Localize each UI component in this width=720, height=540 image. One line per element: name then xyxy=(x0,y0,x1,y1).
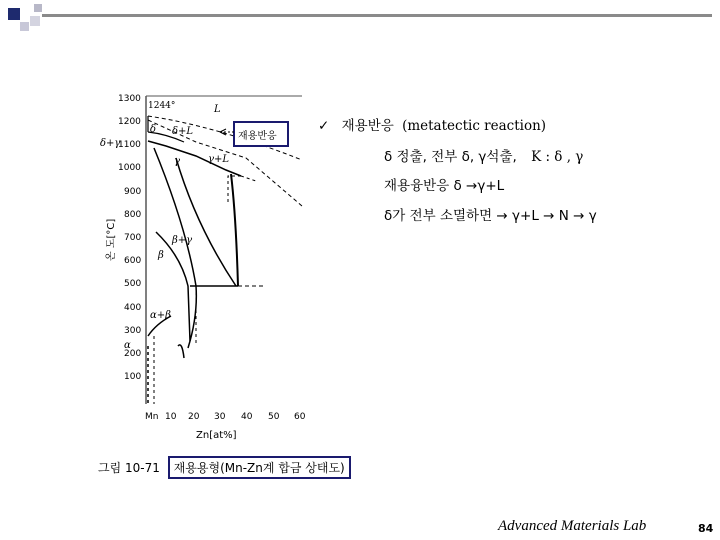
bullet-2-extra: K : δ , γ xyxy=(531,149,584,165)
y-tick: 700 xyxy=(124,233,142,243)
bullet-3 xyxy=(384,174,504,194)
y-tick: 1000 xyxy=(118,163,141,173)
bullet-1-text: 재용반응 xyxy=(341,118,394,134)
y-tick: 900 xyxy=(124,187,142,197)
corner-label: 1244° xyxy=(148,101,176,111)
header-square-light xyxy=(20,22,29,31)
phase-label-delta-gamma: δ+γ xyxy=(100,138,121,149)
x-tick: Mn xyxy=(145,412,159,422)
x-tick: 10 xyxy=(165,412,177,422)
header-square-dark xyxy=(8,8,20,20)
header-rule xyxy=(42,14,712,17)
bullet-1-extra: (metatectic reaction) xyxy=(402,118,547,134)
figure-caption xyxy=(98,456,351,479)
phase-label-delta: δ xyxy=(150,124,157,135)
x-tick: 20 xyxy=(188,412,200,422)
y-tick: 800 xyxy=(124,210,142,220)
y-tick: 300 xyxy=(124,326,142,336)
y-tick: 1100 xyxy=(118,140,141,150)
bullet-2 xyxy=(384,145,583,165)
bullet-4-text: δ가 전부 소멸하면 → γ+L → N → γ xyxy=(384,208,597,224)
x-tick: 40 xyxy=(241,412,253,422)
header-square-light xyxy=(30,16,40,26)
phase-label-L: L xyxy=(214,104,221,115)
y-tick: 400 xyxy=(124,303,142,313)
bullet-4 xyxy=(384,204,597,224)
x-tick: 30 xyxy=(214,412,226,422)
bullet-1 xyxy=(318,114,546,134)
y-axis-label: 온 도[°C] xyxy=(106,218,117,261)
phase-label-gamma: γ xyxy=(174,156,180,167)
caption-prefix: 그림 10-71 xyxy=(98,461,160,475)
x-tick: 60 xyxy=(294,412,306,422)
y-tick: 500 xyxy=(124,279,142,289)
bullet-2-text: δ 정출, 전부 δ, γ석출, xyxy=(384,149,517,165)
phase-label-delta-L: δ+L xyxy=(172,126,194,137)
y-tick: 1300 xyxy=(118,94,141,104)
phase-diagram xyxy=(96,86,311,441)
footer-lab-name: Advanced Materials Lab xyxy=(498,518,647,534)
phase-label-alpha-beta: α+β xyxy=(150,310,171,321)
caption-title-box xyxy=(168,456,351,479)
check-icon: ✓ xyxy=(318,118,330,134)
annotation-label: 재용반응 xyxy=(238,131,277,142)
phase-label-alpha: α xyxy=(124,340,131,351)
y-tick: 600 xyxy=(124,256,142,266)
y-tick: 1200 xyxy=(118,117,141,127)
caption-title: 재용용형(Mn-Zn계 합금 상태도) xyxy=(173,461,345,475)
x-axis-label: Zn[at%] xyxy=(196,430,237,441)
phase-label-gamma-L: γ+L xyxy=(208,154,229,165)
y-tick: 100 xyxy=(124,372,142,382)
page-number: 84 xyxy=(698,522,714,535)
header-square-light xyxy=(34,4,42,12)
phase-label-beta-gamma: β+γ xyxy=(172,235,193,246)
x-tick: 50 xyxy=(268,412,280,422)
phase-label-beta: β xyxy=(158,250,164,261)
bullet-3-text: 재용융반응 δ →γ+L xyxy=(384,178,505,194)
y-tick: 200 xyxy=(124,349,142,359)
